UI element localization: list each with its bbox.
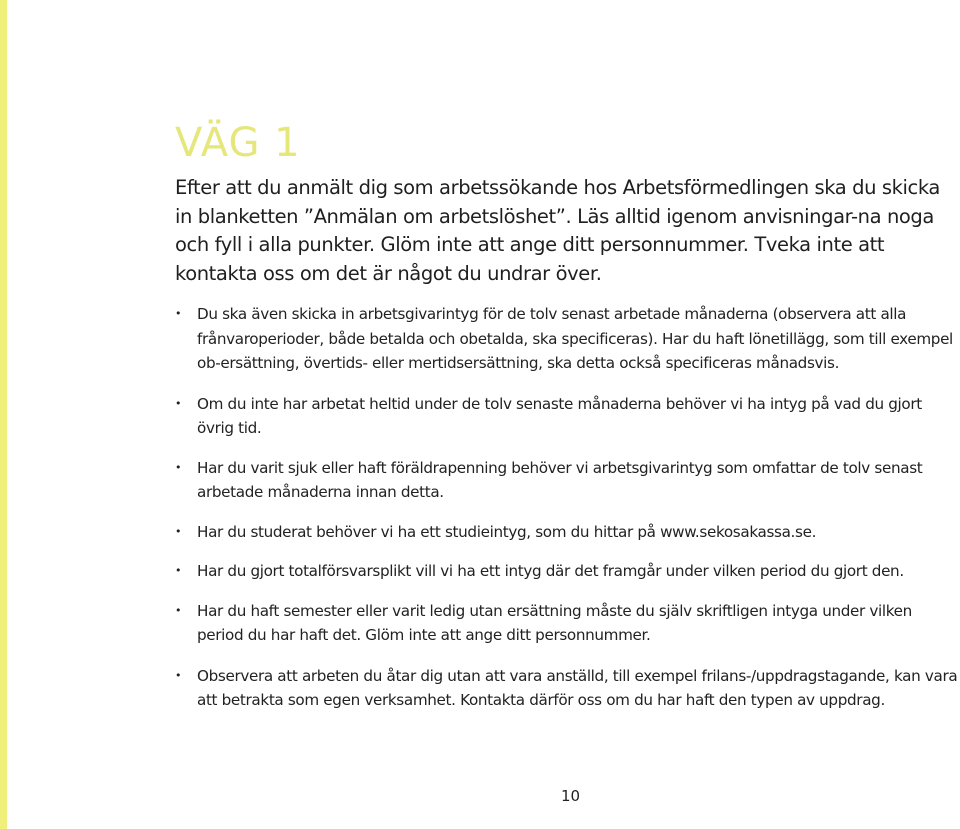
bullet-icon: • [175, 396, 182, 410]
list-item [175, 392, 960, 441]
page-number: 10 [561, 787, 581, 805]
list-item-text: Observera att arbeten du åtar dig utan att vara anställd, till exempel frilans-/uppdragstagande, kan vara att betrakta som egen verksamhet. Kontakta därför oss om du har haft den typen av uppdrag. [197, 666, 958, 709]
list-item-text: Om du inte har arbetat heltid under de tolv senaste månaderna behöver vi ha intyg på vad du gjort övrig tid. [197, 394, 922, 437]
list-item-text: Har du varit sjuk eller haft föräldrapenning behöver vi arbetsgivarintyg som omfattar de tolv senast arbetade månaderna innan detta. [197, 458, 923, 501]
list-item [175, 302, 960, 376]
list-item [175, 559, 960, 584]
bullet-icon: • [175, 564, 182, 577]
list-item [175, 520, 960, 545]
list-item-text: Har du haft semester eller varit ledig utan ersättning måste du själv skriftligen intyga under vilken period du har haft det. Glöm inte att ange ditt personnummer. [197, 601, 912, 644]
accent-side-bar [0, 0, 7, 829]
bullet-icon: • [175, 460, 182, 474]
list-item [175, 599, 960, 648]
list-item-text: Har du gjort totalförsvarsplikt vill vi ha ett intyg där det framgår under vilken period du gjort den. [197, 562, 904, 580]
list-item [175, 456, 960, 505]
bullet-icon: • [175, 307, 182, 320]
bullet-icon: • [175, 603, 182, 617]
instruction-list [175, 302, 960, 713]
intro-paragraph: Efter att du anmält dig som arbetssökande hos Arbetsförmedlingen ska du skicka in blanketten ”Anmälan om arbetslöshet”. Läs alltid igenom anvisningar-na noga och fyll i alla punkter. Glöm inte att ange ditt personnummer. Tveka inte att kontakta oss om det är något du undrar över. [175, 176, 940, 285]
bullet-icon: • [175, 668, 182, 682]
section-heading: VÄG 1 [175, 120, 301, 166]
list-item [175, 664, 960, 713]
list-item-text: Har du studerat behöver vi ha ett studieintyg, som du hittar på www.sekosakassa.se. [197, 522, 817, 541]
bullet-icon: • [175, 524, 182, 538]
list-item-text: Du ska även skicka in arbetsgivarintyg för de tolv senast arbetade månaderna (observera att alla frånvaroperioder, både betalda och obetalda, ska specificeras). Har du haft lönetillägg, som till exempel ob-ersättning, övertids- eller mertidsersättning, ska detta också specificeras månadsvis. [197, 305, 953, 372]
